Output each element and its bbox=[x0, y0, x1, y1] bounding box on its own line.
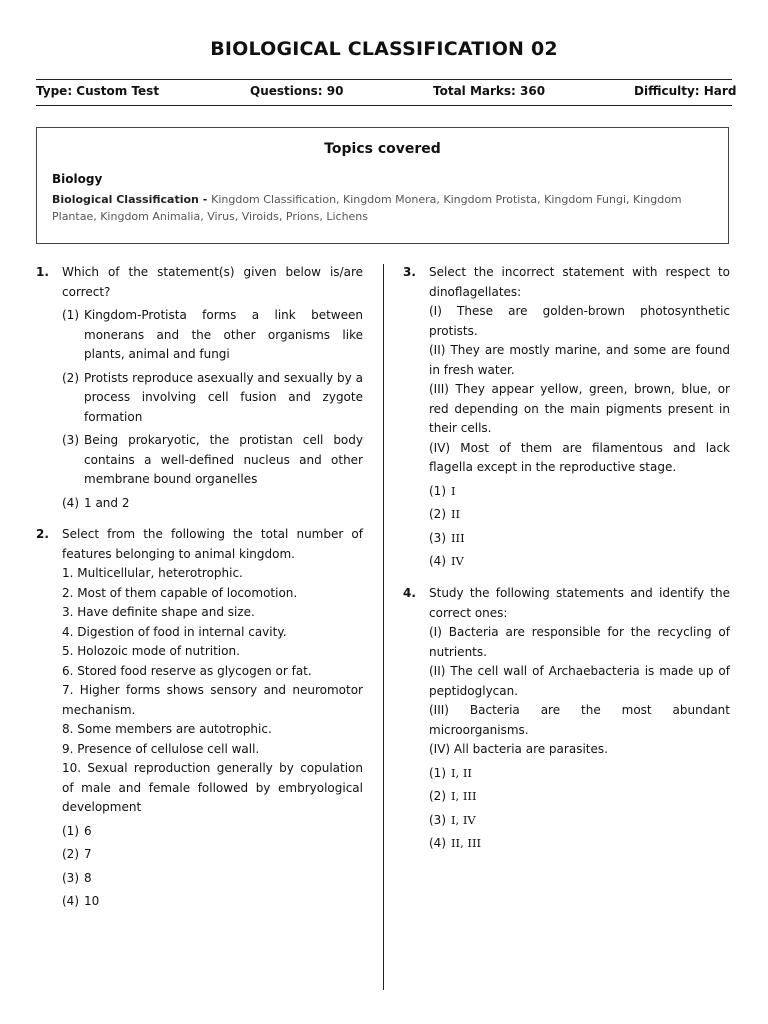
option-tag: (1) bbox=[62, 823, 79, 838]
option-tag: (2) bbox=[429, 789, 446, 803]
topics-heading: Topics covered bbox=[324, 141, 441, 157]
option-4[interactable] bbox=[62, 892, 363, 912]
question-1 bbox=[36, 263, 363, 513]
option-text: I, IV bbox=[451, 812, 476, 827]
option-2[interactable] bbox=[62, 369, 363, 428]
option-text: 10 bbox=[84, 894, 100, 908]
option-4[interactable] bbox=[429, 834, 730, 854]
option-list bbox=[62, 822, 363, 912]
option-text: I, III bbox=[451, 789, 477, 803]
option-1[interactable] bbox=[429, 764, 730, 784]
option-tag: (4) bbox=[62, 894, 79, 908]
option-tag: (3) bbox=[429, 812, 446, 827]
option-tag: (1) bbox=[62, 308, 79, 322]
option-tag: (2) bbox=[62, 847, 79, 861]
option-tag: (3) bbox=[62, 433, 79, 447]
option-1[interactable] bbox=[62, 306, 363, 365]
option-text: IV bbox=[451, 554, 464, 568]
feature-line: 5. Holozoic mode of nutrition. bbox=[62, 644, 240, 658]
option-tag: (4) bbox=[429, 836, 446, 850]
option-text: I bbox=[451, 483, 456, 498]
option-text: Protists reproduce asexually and sexually by a process involving cell fusion and zygote formation bbox=[84, 370, 363, 424]
option-tag: (2) bbox=[429, 507, 446, 521]
option-tag: (1) bbox=[429, 483, 446, 498]
question-number: 3. bbox=[403, 265, 416, 279]
question-3 bbox=[403, 263, 730, 572]
header-top-rule bbox=[36, 79, 732, 80]
feature-line: 3. Have definite shape and size. bbox=[62, 605, 255, 619]
option-tag: (3) bbox=[429, 530, 446, 545]
difficulty: Difficulty: Hard bbox=[634, 84, 737, 98]
feature-line: 8. Some members are autotrophic. bbox=[62, 722, 272, 736]
question-number: 1. bbox=[36, 265, 49, 279]
option-list bbox=[429, 764, 730, 854]
option-text: II bbox=[451, 507, 461, 521]
option-tag: (1) bbox=[429, 765, 446, 780]
test-type: Type: Custom Test bbox=[36, 84, 160, 98]
feature-line: 1. Multicellular, heterotrophic. bbox=[62, 566, 243, 580]
question-count: Questions: 90 bbox=[250, 84, 344, 98]
option-1[interactable] bbox=[429, 482, 730, 502]
option-tag: (3) bbox=[62, 870, 79, 885]
option-2[interactable] bbox=[62, 845, 363, 865]
feature-line: 9. Presence of cellulose cell wall. bbox=[62, 741, 260, 756]
statement-line: (I) Bacteria are responsible for the recycling of nutrients. bbox=[429, 625, 730, 659]
question-stem: Select from the following the total number of features belonging to animal kingdom. bbox=[62, 527, 363, 561]
option-text: 1 and 2 bbox=[84, 495, 130, 510]
option-text: I, II bbox=[451, 765, 472, 780]
option-2[interactable] bbox=[429, 505, 730, 525]
chapter-separator: - bbox=[198, 193, 212, 206]
option-text: Kingdom-Protista forms a link between monerans and the other organisms like plants, animal and fungi bbox=[84, 308, 363, 361]
option-2[interactable] bbox=[429, 787, 730, 807]
question-number: 2. bbox=[36, 527, 49, 541]
statement-line: (III) Bacteria are the most abundant microorganisms. bbox=[429, 703, 730, 737]
subject-name: Biology bbox=[52, 172, 103, 186]
feature-line: 6. Stored food reserve as glycogen or fat. bbox=[62, 663, 312, 678]
question-4 bbox=[403, 584, 730, 854]
topic-items: Kingdom Classification, Kingdom Monera, Kingdom Protista, Kingdom Fungi, Kingdom Plantae, Kingdom Animalia, Virus, Viroids, Prions, Lichens bbox=[52, 193, 682, 223]
feature-line: 4. Digestion of food in internal cavity. bbox=[62, 624, 287, 639]
topics-box bbox=[36, 127, 729, 244]
feature-line: 2. Most of them capable of locomotion. bbox=[62, 585, 298, 600]
option-text: Being prokaryotic, the protistan cell body contains a well-defined nucleus and other membrane bound organelles bbox=[84, 433, 363, 486]
statement-line: (IV) All bacteria are parasites. bbox=[429, 742, 608, 756]
question-stem: Select the incorrect statement with respect to dinoflagellates: bbox=[429, 265, 730, 299]
column-divider bbox=[383, 264, 384, 990]
total-marks: Total Marks: 360 bbox=[433, 84, 546, 98]
option-4[interactable] bbox=[429, 552, 730, 572]
option-text: 6 bbox=[84, 823, 92, 838]
option-4[interactable] bbox=[62, 494, 363, 514]
option-tag: (2) bbox=[62, 370, 79, 385]
option-list bbox=[62, 306, 363, 513]
statement-line: (II) They are mostly marine, and some are found in fresh water. bbox=[429, 343, 730, 377]
page-title: BIOLOGICAL CLASSIFICATION 02 bbox=[210, 38, 558, 60]
option-text: 8 bbox=[84, 870, 92, 885]
option-3[interactable] bbox=[62, 431, 363, 490]
option-text: II, III bbox=[451, 836, 482, 850]
feature-line: 7. Higher forms shows sensory and neuromotor mechanism. bbox=[62, 683, 363, 717]
question-number: 4. bbox=[403, 586, 416, 600]
statement-line: (II) The cell wall of Archaebacteria is made up of peptidoglycan. bbox=[429, 664, 730, 698]
question-stem: Which of the statement(s) given below is/are correct? bbox=[62, 265, 363, 299]
option-3[interactable] bbox=[62, 869, 363, 889]
option-3[interactable] bbox=[429, 529, 730, 549]
feature-line: 10. Sexual reproduction generally by copulation of male and female followed by embryological development bbox=[62, 761, 363, 814]
statement-line: (I) These are golden-brown photosynthetic protists. bbox=[429, 304, 730, 338]
header-bottom-rule bbox=[36, 105, 732, 106]
option-tag: (4) bbox=[429, 554, 446, 568]
option-list bbox=[429, 482, 730, 572]
option-1[interactable] bbox=[62, 822, 363, 842]
topic-list bbox=[52, 191, 722, 225]
question-stem: Study the following statements and identify the correct ones: bbox=[429, 586, 730, 620]
question-2 bbox=[36, 525, 363, 912]
option-text: 7 bbox=[84, 847, 92, 861]
option-tag: (4) bbox=[62, 495, 79, 510]
statement-line: (III) They appear yellow, green, brown, blue, or red depending on the main pigments present in their cells. bbox=[429, 382, 730, 435]
option-3[interactable] bbox=[429, 811, 730, 831]
option-text: III bbox=[451, 530, 465, 545]
chapter-name: Biological Classification bbox=[52, 193, 199, 206]
statement-line: (IV) Most of them are filamentous and lack flagella except in the reproductive stage. bbox=[429, 440, 730, 474]
